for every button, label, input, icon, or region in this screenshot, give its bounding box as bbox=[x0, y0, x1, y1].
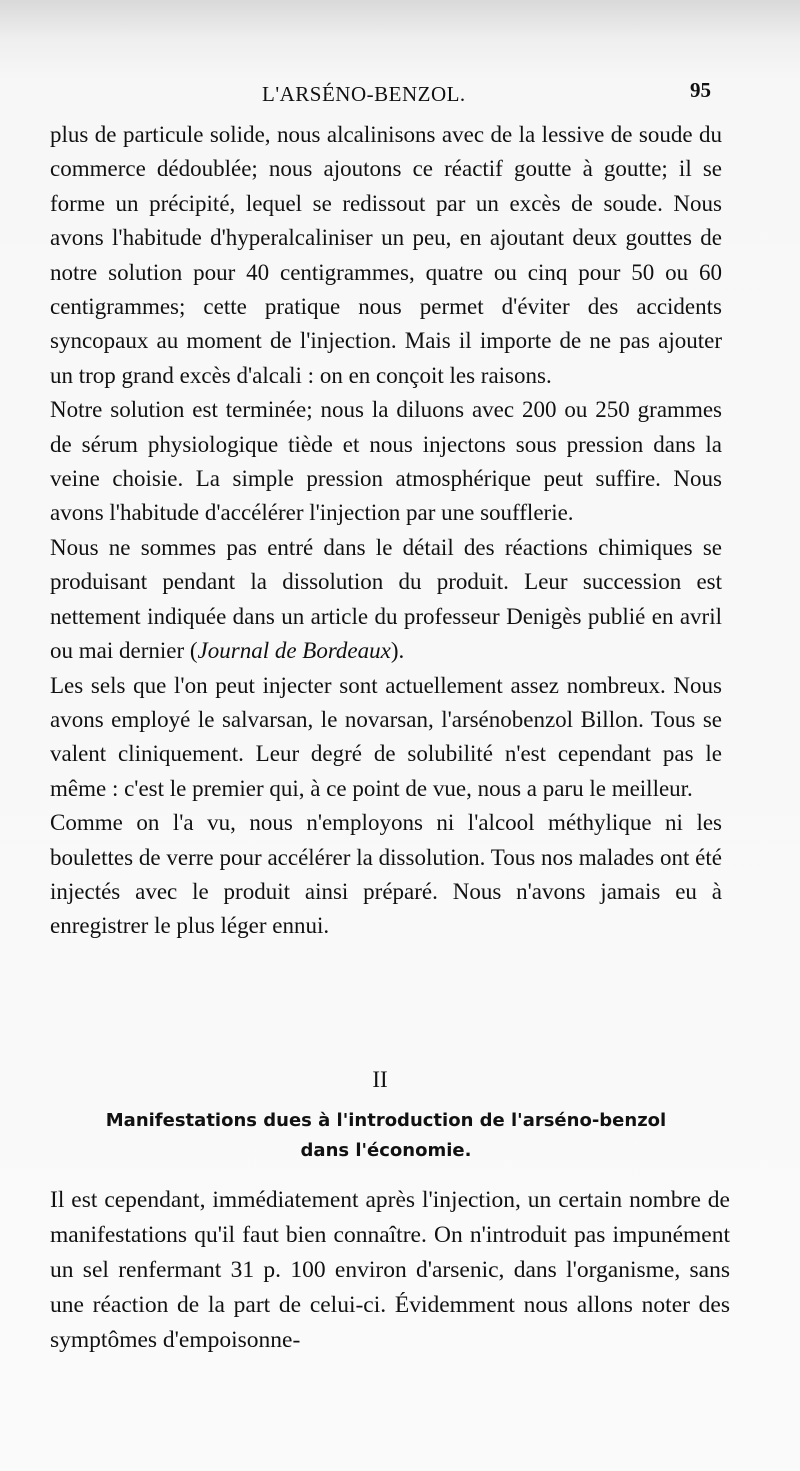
section-body bbox=[50, 1183, 730, 1358]
paragraph-3-end: ). bbox=[390, 638, 405, 664]
page-number: 95 bbox=[690, 78, 711, 102]
section-heading-line-2: dans l'économie. bbox=[300, 1140, 472, 1161]
paragraph-3 bbox=[50, 531, 722, 669]
paragraph-3-text: Nous ne sommes pas entré dans le détail des réactions chimiques se produisant pendant la dissolution du produit. Leur succession est nettement indiquée dans un article du professeur Denigès publié en avril ou mai dernier ( bbox=[50, 534, 722, 664]
paragraph-1: plus de particule solide, nous alcalinisons avec de la lessive de soude du commerce dédoublée; nous ajoutons ce réactif goutte à goutte; il se forme un précipité, lequel se redissout par un excès de soude. Nous avons l'habitude d'hyperalcaliniser un peu, en ajoutant deux gouttes de notre solution pour 40 centigrammes, quatre ou cinq pour 50 ou 60 centigrammes; cette pratique nous permet d'éviter des accidents syncopaux au moment de l'injection. Mais il importe de ne pas ajouter un trop grand excès d'alcali : on en conçoit les raisons. bbox=[50, 122, 722, 388]
body-text bbox=[50, 118, 722, 944]
section-heading bbox=[56, 1106, 716, 1166]
paragraph-2: Notre solution est terminée; nous la diluons avec 200 ou 250 grammes de sérum physiologique tiède et nous injectons sous pression dans la veine choisie. La simple pression atmosphérique peut suffire. Nous avons l'habitude d'accélérer l'injection par une soufflerie. bbox=[50, 397, 722, 526]
section-heading-line-1: Manifestations dues à l'introduction de l'arséno-benzol bbox=[105, 1110, 667, 1131]
section-paragraph: Il est cependant, immédiatement après l'injection, un certain nombre de manifestations qu'il faut bien connaître. On n'introduit pas impunément un sel renfermant 31 p. 100 environ d'arsenic, dans l'organisme, sans une réaction de la part de celui-ci. Évidemment nous allons noter des symptômes d'empoisonne- bbox=[50, 1187, 730, 1353]
section-number: II bbox=[372, 1067, 388, 1092]
journal-title: Journal de Bordeaux bbox=[197, 638, 391, 664]
paragraph-5: Comme on l'a vu, nous n'employons ni l'alcool méthylique ni les boulettes de verre pour accélérer la dissolution. Tous nos malades ont été injectés avec le produit ainsi préparé. Nous n'avons jamais eu à enregistrer le plus léger ennui. bbox=[50, 810, 722, 939]
running-title: L'ARSÉNO-BENZOL. bbox=[262, 82, 466, 106]
page-header bbox=[0, 76, 800, 106]
paragraph-4: Les sels que l'on peut injecter sont actuellement assez nombreux. Nous avons employé le salvarsan, le novarsan, l'arsénobenzol Billon. Tous se valent cliniquement. Leur degré de solubilité n'est cependant pas le même : c'est le premier qui, à ce point de vue, nous a paru le meilleur. bbox=[50, 672, 722, 801]
